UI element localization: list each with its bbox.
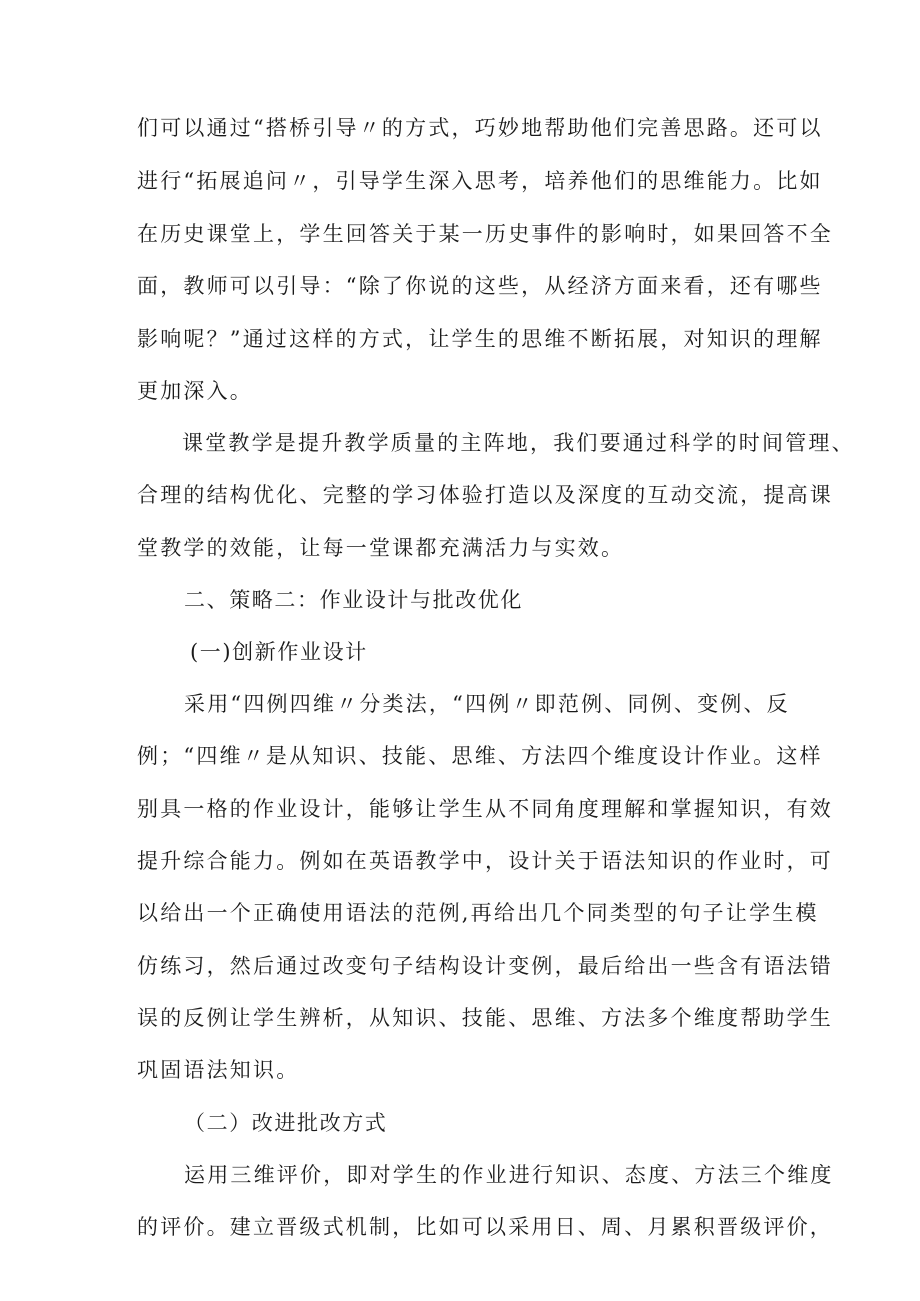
text-line: 例；“四维〃是从知识、技能、思维、方法四个维度设计作业。这样 [137, 744, 823, 768]
text-line: 面，教师可以引导：“除了你说的这些，从经济方面来看，还有哪些 [137, 274, 823, 298]
text-line: 的评价。建立晋级式机制，比如可以采用日、周、月累积晋级评价， [137, 1215, 833, 1239]
text-line: 误的反例让学生辨析，从知识、技能、思维、方法多个维度帮助学生 [137, 1006, 833, 1030]
text-line: 们可以通过“搭桥引导〃的方式，巧妙地帮助他们完善思路。还可以 [137, 116, 823, 140]
text-line: 以给出一个正确使用语法的范例,再给出几个同类型的句子让学生模 [137, 901, 819, 925]
subsection-heading: （二）改进批改方式 [184, 1111, 388, 1135]
text-line: 仿练习，然后通过改变句子结构设计变例，最后给出一些含有语法错 [137, 954, 833, 978]
text-line: 影响呢？”通过这样的方式，让学生的思维不断拓展，对知识的理解 [137, 327, 823, 351]
text-line: 别具一格的作业设计，能够让学生从不同角度理解和掌握知识，有效 [137, 797, 833, 821]
section-heading: 二、策略二：作业设计与批改优化 [184, 588, 523, 612]
text-line: 堂教学的效能，让每一堂课都充满活力与实效。 [137, 536, 625, 560]
text-line: 进行“拓展追问〃，引导学生深入思考，培养他们的思维能力。比如 [137, 169, 823, 193]
text-line: 运用三维评价，即对学生的作业进行知识、态度、方法三个维度 [184, 1163, 834, 1187]
text-line: 巩固语法知识。 [137, 1058, 300, 1082]
text-line: 更加深入。 [137, 379, 253, 403]
text-line: 课堂教学是提升教学质量的主阵地，我们要通过科学的时间管理、 [182, 431, 855, 455]
text-line: 在历史课堂上，学生回答关于某一历史事件的影响时，如果回答不全 [137, 222, 833, 246]
text-line: 提升综合能力。例如在英语教学中，设计关于语法知识的作业时，可 [137, 849, 833, 873]
text-line: 采用“四例四维〃分类法，“四例〃即范例、同例、变例、反 [184, 692, 790, 716]
subsection-heading: (一)创新作业设计 [190, 640, 368, 664]
text-line: 合理的结构优化、完整的学习体验打造以及深度的互动交流，提高课 [137, 483, 833, 507]
